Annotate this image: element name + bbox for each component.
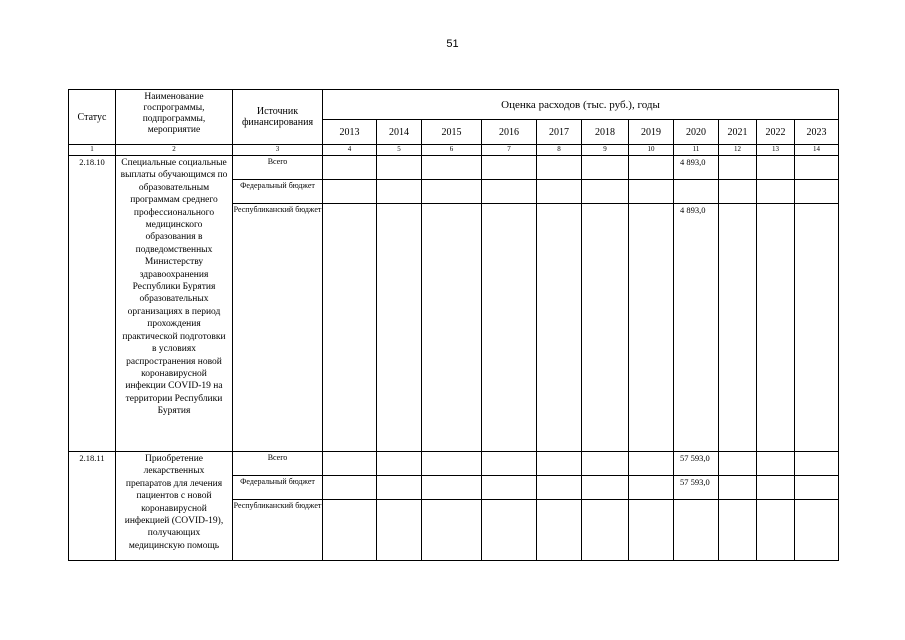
amount-cell: 4 893,0	[674, 156, 719, 180]
amount-cell	[482, 476, 537, 500]
amount-cell	[482, 452, 537, 476]
column-number: 4	[323, 145, 377, 156]
amount-cell	[537, 180, 582, 204]
amount-cell	[422, 500, 482, 561]
row-name: Специальные социальные выплаты обучающимся по образовательным программам среднего профессионального медицинского образования в подведомственных Министерству здравоохранения Республики Бурятия образовательных организациях в период прохождения практической подготовки в условиях распространения новой коронавирусной инфекции COVID-19 на территории Республики Бурятия	[116, 156, 233, 452]
amount-cell: 57 593,0	[674, 452, 719, 476]
column-number: 12	[719, 145, 757, 156]
amount-cell	[422, 180, 482, 204]
year-header-2023: 2023	[795, 120, 839, 145]
column-number: 5	[377, 145, 422, 156]
amount-cell	[629, 156, 674, 180]
amount-cell	[795, 452, 839, 476]
amount-cell	[323, 500, 377, 561]
amount-cell	[757, 452, 795, 476]
funding-source: Всего	[233, 452, 323, 476]
amount-cell	[795, 180, 839, 204]
year-header-2013: 2013	[323, 120, 377, 145]
amount-cell	[674, 500, 719, 561]
year-header-2019: 2019	[629, 120, 674, 145]
column-number: 6	[422, 145, 482, 156]
amount-cell	[719, 476, 757, 500]
year-header-2022: 2022	[757, 120, 795, 145]
amount-cell	[795, 500, 839, 561]
funding-source: Республиканский бюджет	[233, 204, 323, 452]
amount-cell	[537, 156, 582, 180]
amount-cell	[323, 452, 377, 476]
amount-cell	[482, 156, 537, 180]
amount-cell	[323, 476, 377, 500]
budget-table	[68, 89, 839, 561]
column-number: 13	[757, 145, 795, 156]
amount-cell	[795, 204, 839, 452]
amount-cell	[629, 180, 674, 204]
column-number: 9	[582, 145, 629, 156]
amount-cell	[377, 156, 422, 180]
header-source: Источник финансирования	[233, 90, 323, 145]
amount-cell	[719, 500, 757, 561]
table-body	[69, 156, 839, 561]
column-number: 7	[482, 145, 537, 156]
amount-cell	[719, 180, 757, 204]
amount-cell	[629, 452, 674, 476]
amount-cell	[377, 452, 422, 476]
amount-cell	[422, 156, 482, 180]
amount-cell	[757, 476, 795, 500]
amount-cell	[629, 204, 674, 452]
amount-cell	[629, 500, 674, 561]
funding-source: Федеральный бюджет	[233, 476, 323, 500]
amount-cell	[757, 500, 795, 561]
amount-cell	[482, 204, 537, 452]
row-name: Приобретение лекарственных препаратов для лечения пациентов с новой коронавирусной инфекцией (COVID-19), получающих медицинскую помощь	[116, 452, 233, 561]
year-header-2018: 2018	[582, 120, 629, 145]
header-cost: Оценка расходов (тыс. руб.), годы	[323, 90, 839, 120]
amount-cell	[582, 500, 629, 561]
amount-cell	[582, 476, 629, 500]
amount-cell	[537, 452, 582, 476]
amount-cell	[377, 476, 422, 500]
amount-cell	[719, 452, 757, 476]
amount-cell	[537, 476, 582, 500]
amount-cell	[757, 180, 795, 204]
amount-cell	[482, 500, 537, 561]
amount-cell	[377, 204, 422, 452]
year-header-2014: 2014	[377, 120, 422, 145]
amount-cell	[422, 476, 482, 500]
header-name: Наименование госпрограммы, подпрограммы, мероприятие	[116, 90, 233, 145]
amount-cell	[323, 204, 377, 452]
amount-cell: 57 593,0	[674, 476, 719, 500]
year-header-2017: 2017	[537, 120, 582, 145]
amount-cell	[323, 156, 377, 180]
column-number: 3	[233, 145, 323, 156]
column-number-row	[69, 145, 839, 156]
column-number: 11	[674, 145, 719, 156]
amount-cell	[795, 476, 839, 500]
funding-source: Республиканский бюджет	[233, 500, 323, 561]
amount-cell: 4 893,0	[674, 204, 719, 452]
column-number: 14	[795, 145, 839, 156]
amount-cell	[674, 180, 719, 204]
amount-cell	[537, 204, 582, 452]
column-number: 8	[537, 145, 582, 156]
table-row	[69, 452, 839, 476]
year-header-2021: 2021	[719, 120, 757, 145]
year-header-2016: 2016	[482, 120, 537, 145]
amount-cell	[323, 180, 377, 204]
amount-cell	[629, 476, 674, 500]
funding-source: Федеральный бюджет	[233, 180, 323, 204]
amount-cell	[582, 180, 629, 204]
amount-cell	[582, 204, 629, 452]
amount-cell	[582, 156, 629, 180]
column-number: 1	[69, 145, 116, 156]
table-row	[69, 156, 839, 180]
header-status: Статус	[69, 90, 116, 145]
amount-cell	[422, 452, 482, 476]
column-number: 2	[116, 145, 233, 156]
amount-cell	[377, 180, 422, 204]
funding-source: Всего	[233, 156, 323, 180]
amount-cell	[377, 500, 422, 561]
amount-cell	[795, 156, 839, 180]
row-code: 2.18.11	[69, 452, 116, 561]
page-number: 51	[446, 38, 459, 50]
amount-cell	[757, 156, 795, 180]
column-number: 10	[629, 145, 674, 156]
amount-cell	[422, 204, 482, 452]
amount-cell	[719, 204, 757, 452]
amount-cell	[757, 204, 795, 452]
amount-cell	[537, 500, 582, 561]
amount-cell	[582, 452, 629, 476]
amount-cell	[719, 156, 757, 180]
year-header-2020: 2020	[674, 120, 719, 145]
amount-cell	[482, 180, 537, 204]
year-header-2015: 2015	[422, 120, 482, 145]
row-code: 2.18.10	[69, 156, 116, 452]
